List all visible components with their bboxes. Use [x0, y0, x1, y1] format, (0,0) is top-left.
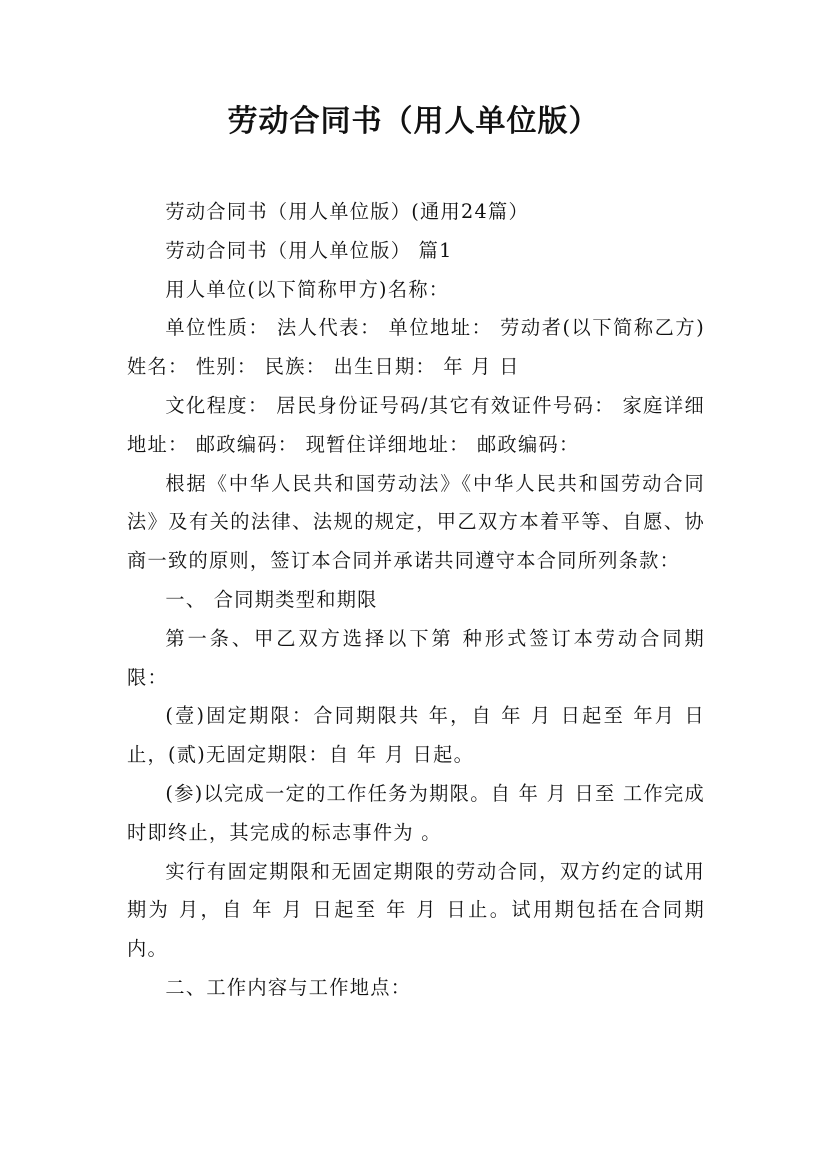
paragraph-fixed-term: (壹)固定期限：合同期限共 年，自 年 月 日起至 年月 日止，(贰)无固定期限：自 年 月 日起。: [127, 704, 705, 767]
paragraph-probation: 实行有固定期限和无固定期限的劳动合同，双方约定的试用期为 月，自 年 月 日起至 年 月 日止。试用期包括在合同期内。: [127, 859, 705, 961]
paragraph-subtitle: 劳动合同书（用人单位版）(通用24篇）: [165, 200, 529, 223]
paragraph-employee-info: 文化程度： 居民身份证号码/其它有效证件号码： 家庭详细地址： 邮政编码： 现暂住详细地址： 邮政编码：: [127, 393, 705, 456]
paragraph-chapter-heading: 劳动合同书（用人单位版） 篇1: [165, 238, 453, 262]
paragraph-section-heading-1: 一、 合同期类型和期限: [165, 587, 378, 611]
paragraph-section-heading-2: 二、工作内容与工作地点：: [165, 975, 412, 999]
document-body: [127, 193, 705, 1008]
paragraph-legal-basis: 根据《中华人民共和国劳动法》《中华人民共和国劳动合同法》及有关的法律、法规的规定，甲乙双方本着平等、自愿、协商一致的原则，签订本合同并承诺共同遵守本合同所列条款：: [127, 471, 705, 573]
paragraph-employer-name: 用人单位(以下简称甲方)名称：: [165, 277, 450, 301]
paragraph-task-term: (参)以完成一定的工作任务为期限。自 年 月 日至 工作完成时即终止，其完成的标志事件为 。: [127, 781, 705, 844]
paragraph-employer-info: 单位性质： 法人代表： 单位地址： 劳动者(以下简称乙方)姓名： 性别： 民族： 出生日期： 年 月 日: [127, 316, 705, 379]
paragraph-article-1: 第一条、甲乙双方选择以下第 种形式签订本劳动合同期限：: [127, 626, 705, 689]
document-title: 劳动合同书（用人单位版）: [227, 104, 600, 139]
